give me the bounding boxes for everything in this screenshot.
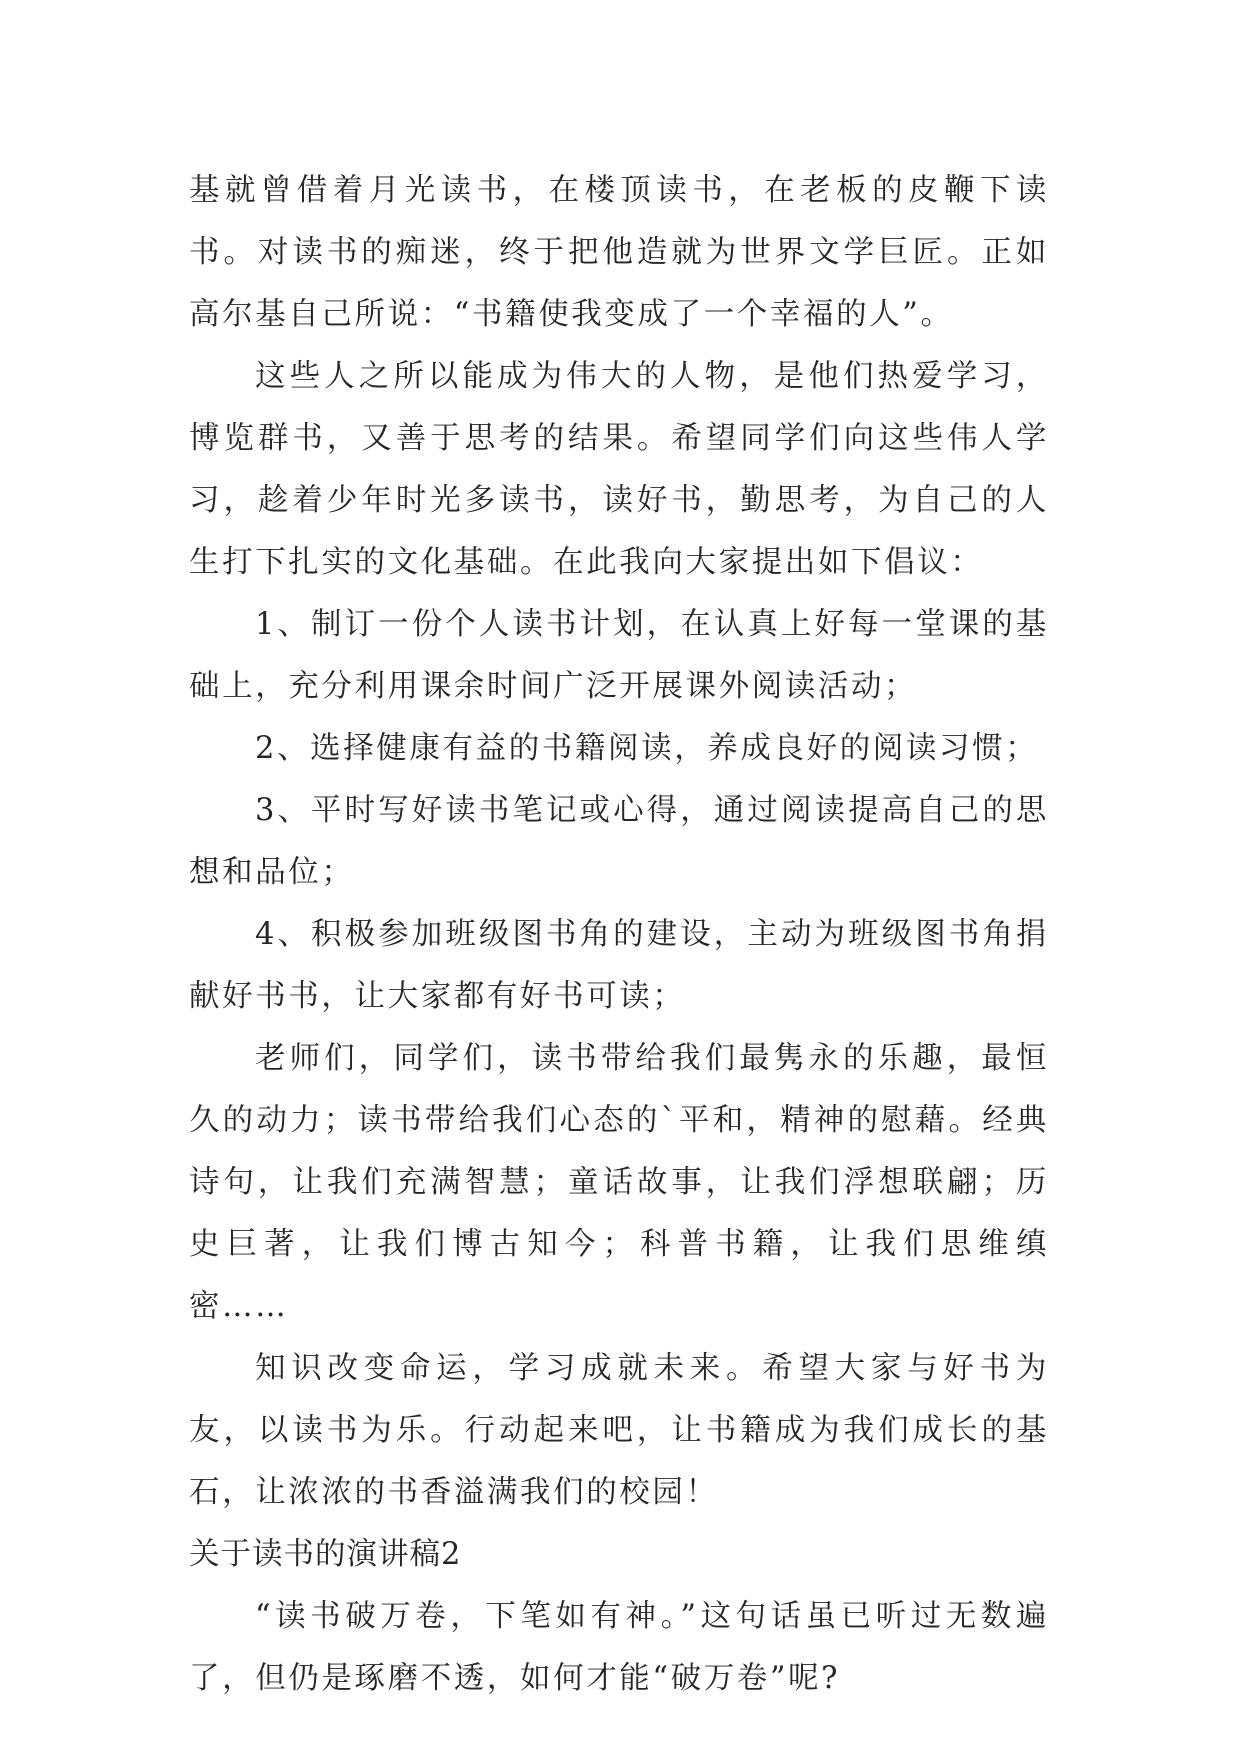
document-body bbox=[189, 160, 1049, 1710]
proposal-item-3: 3、平时写好读书笔记或心得，通过阅读提高自己的思想和品位； bbox=[189, 793, 1049, 890]
proposal-item-1: 1、制订一份个人读书计划，在认真上好每一堂课的基础上，充分利用课余时间广泛开展课外阅读活动； bbox=[189, 607, 1049, 704]
section-heading: 关于读书的演讲稿2 bbox=[189, 1537, 462, 1572]
paragraph-continuation: 基就曾借着月光读书，在楼顶读书，在老板的皮鞭下读书。对读书的痴迷，终于把他造就为世界文学巨匠。正如高尔基自己所说：“书籍使我变成了一个幸福的人”。 bbox=[189, 173, 1049, 332]
proposal-item-4: 4、积极参加班级图书角的建设，主动为班级图书角捐献好书书，让大家都有好书可读； bbox=[189, 917, 1049, 1014]
paragraph-teachers-students: 老师们，同学们，读书带给我们最隽永的乐趣，最恒久的动力；读书带给我们心态的`平和，精神的慰藉。经典诗句，让我们充满智慧；童话故事，让我们浮想联翩；历史巨著，让我们博古知今；科普书籍，让我们思维缜密…… bbox=[189, 1041, 1049, 1324]
paragraph-closing: “读书破万卷，下笔如有神。”这句话虽已听过无数遍了，但仍是琢磨不透，如何才能“破万卷”呢? bbox=[189, 1599, 1049, 1696]
paragraph-great-people: 这些人之所以能成为伟大的人物，是他们热爱学习，博览群书，又善于思考的结果。希望同学们向这些伟人学习，趁着少年时光多读书，读好书，勤思考，为自己的人生打下扎实的文化基础。在此我向大家提出如下倡议： bbox=[189, 359, 1049, 580]
paragraph-knowledge: 知识改变命运，学习成就未来。希望大家与好书为友，以读书为乐。行动起来吧，让书籍成为我们成长的基石，让浓浓的书香溢满我们的校园！ bbox=[189, 1351, 1049, 1510]
proposal-item-2: 2、选择健康有益的书籍阅读，养成良好的阅读习惯； bbox=[255, 731, 1039, 766]
